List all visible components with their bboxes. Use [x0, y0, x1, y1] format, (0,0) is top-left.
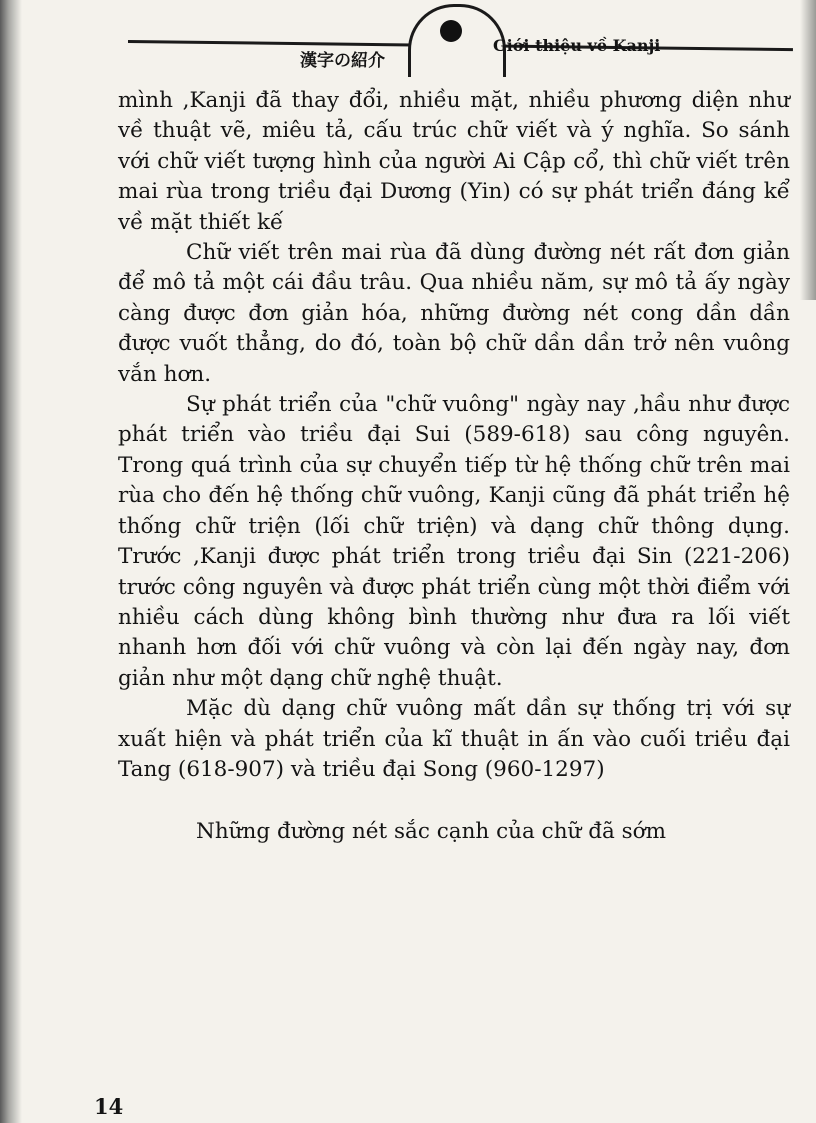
scan-edge	[800, 0, 816, 300]
paragraph-3: Sự phát triển của "chữ vuông" ngày nay ,hầu như được phát triển vào triều đại Sui (589-618) sau công nguyên. Trong quá trình của sự chuyển tiếp từ hệ thống chữ trên mai rùa cho đến hệ thống chữ vuông, Kanji cũng đã phát triển hệ thống chữ triện (lối chữ triện) và dạng chữ thông dụng. Trước ,Kanji được phát triển trong triều đại Sin (221-206) trước công nguyên và được phát triển cùng một thời điểm với nhiều cách dùng không bình thường như đưa ra lối viết nhanh hơn đối với chữ vuông và còn lại đến ngày nay, đơn giản như một dạng chữ nghệ thuật.	[118, 392, 790, 691]
paragraph-4: Mặc dù dạng chữ vuông mất dần sự thống trị với sự xuất hiện và phát triển của kĩ thuật in ấn vào cuối triều đại Tang (618-907) và triều đại Song (960-1297)	[118, 696, 790, 782]
paragraph-5: Những đường nét sắc cạnh của chữ đã sớm	[196, 819, 666, 845]
paragraph-1: mình ,Kanji đã thay đổi, nhiều mặt, nhiều phương diện như về thuật vẽ, miêu tả, cấu trúc chữ viết và ý nghĩa. So sánh với chữ viết tượng hình của người Ai Cập cổ, thì chữ viết trên mai rùa trong triều đại Dương (Yin) có sự phát triển đáng kể về mặt thiết kế	[118, 88, 790, 235]
header-arc-ornament	[408, 4, 506, 77]
header-vietnamese-title: Giới thiệu về Kanji	[493, 36, 661, 55]
header-japanese-title: 漢字の紹介	[300, 51, 385, 71]
page-number: 14	[94, 1094, 124, 1119]
paragraph-2: Chữ viết trên mai rùa đã dùng đường nét rất đơn giản để mô tả một cái đầu trâu. Qua nhiều năm, sự mô tả ấy ngày càng được đơn giản hóa, những đường nét cong dần dần được vuốt thẳng, do đó, toàn bộ chữ dần dần trở nên vuông vắn hơn.	[118, 240, 790, 387]
header-dot-icon	[440, 20, 462, 42]
body-text	[118, 86, 790, 848]
binding-shadow	[0, 0, 22, 1123]
